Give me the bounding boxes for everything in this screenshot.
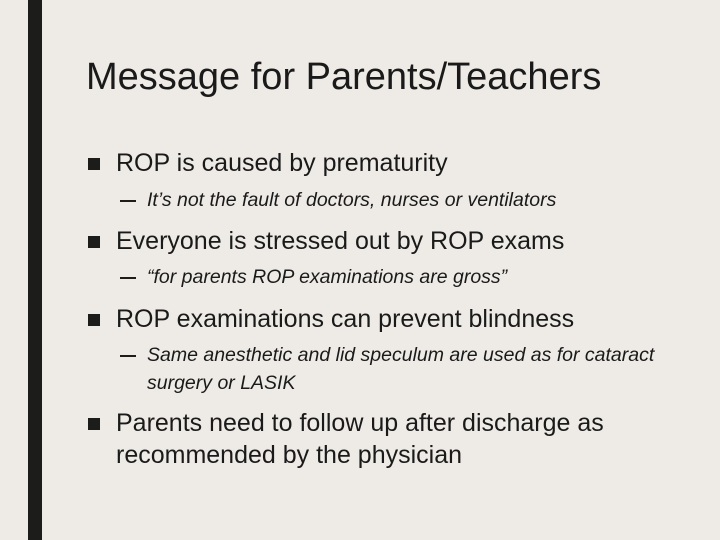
accent-bar bbox=[28, 0, 42, 540]
bullet-text: Everyone is stressed out by ROP exams bbox=[116, 227, 565, 255]
bullet-text: ROP examinations can prevent blindness bbox=[116, 305, 575, 333]
square-bullet-icon bbox=[88, 418, 100, 430]
square-bullet-icon bbox=[88, 236, 100, 248]
sub-bullet-text: It’s not the fault of doctors, nurses or ventilators bbox=[147, 189, 557, 211]
sub-bullet-text: “for parents ROP examinations are gross” bbox=[147, 266, 508, 288]
sub-bullet-text: Same anesthetic and lid speculum are used as for cataract surgery or LASIK bbox=[147, 344, 655, 394]
slide-title: Message for Parents/Teachers bbox=[86, 56, 602, 98]
dash-bullet-icon bbox=[120, 277, 136, 279]
dash-bullet-icon bbox=[120, 200, 136, 202]
square-bullet-icon bbox=[88, 314, 100, 326]
bullet-text: Parents need to follow up after discharge as recommended by the physician bbox=[116, 409, 604, 469]
bullet-text: ROP is caused by prematurity bbox=[116, 149, 448, 177]
square-bullet-icon bbox=[88, 158, 100, 170]
dash-bullet-icon bbox=[120, 355, 136, 357]
